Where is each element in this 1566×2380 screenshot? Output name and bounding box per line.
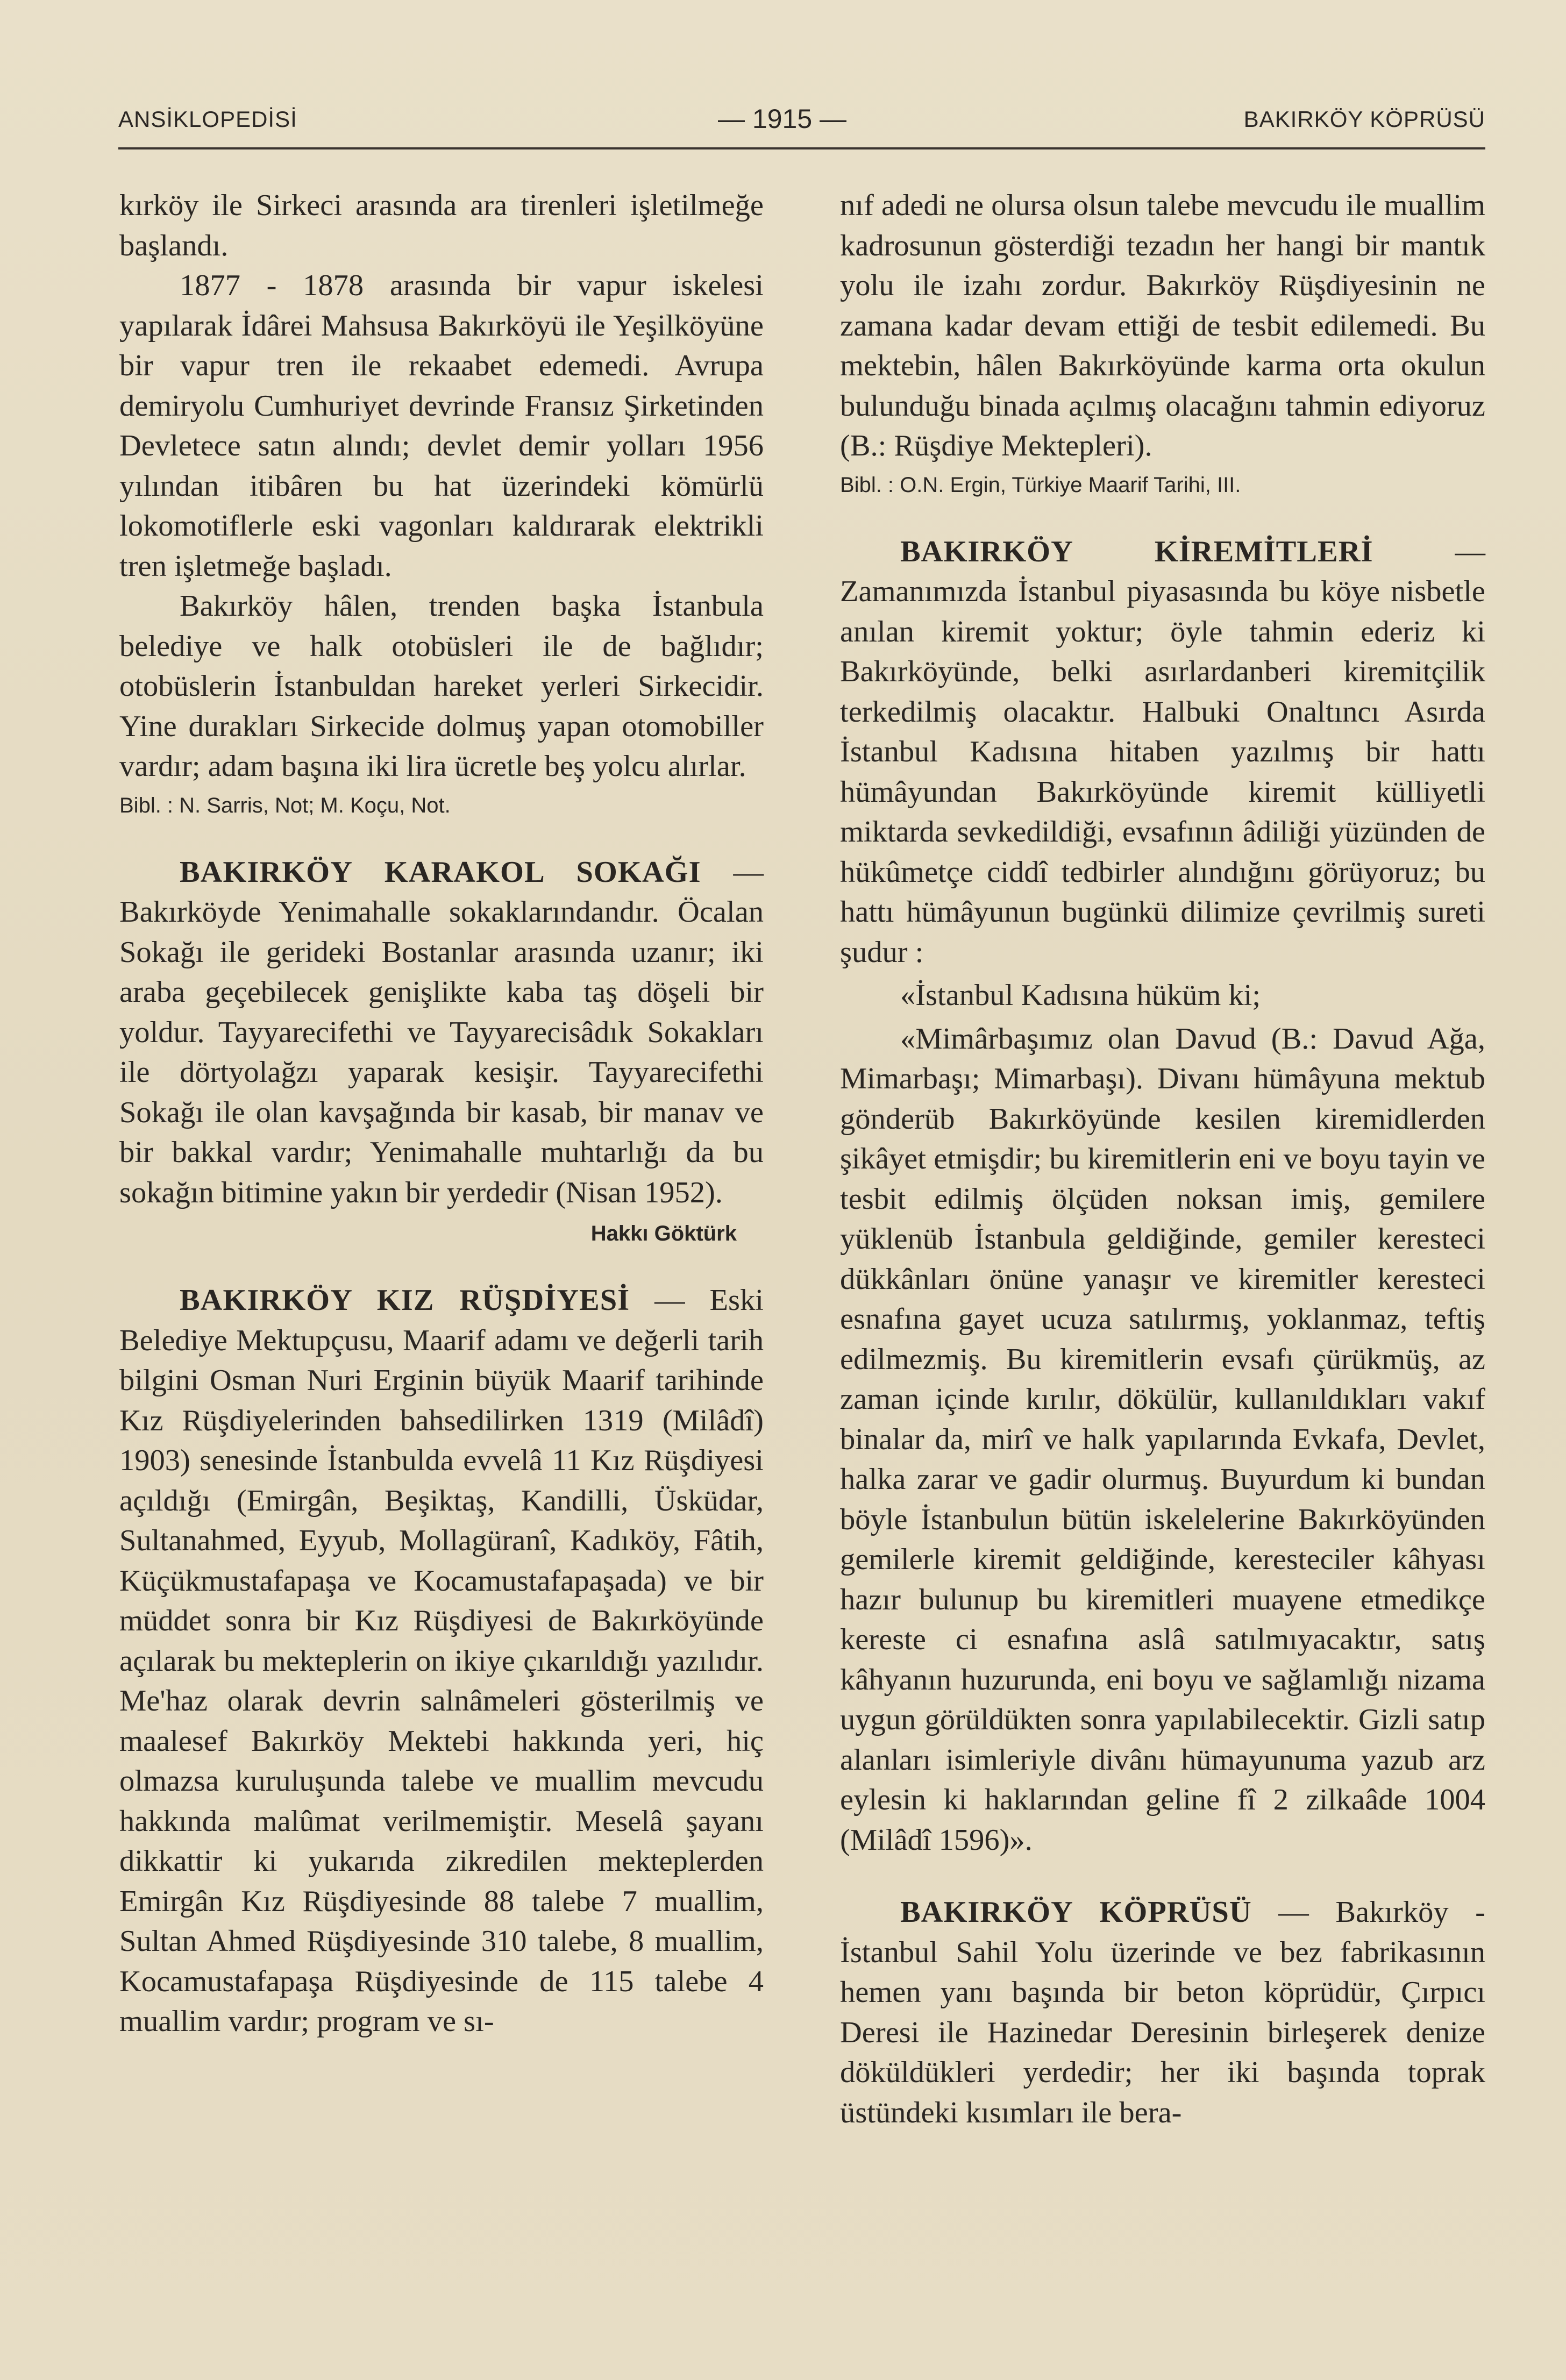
paragraph-bus-connections: Bakırköy hâlen, trenden başka İstanbula belediye ve halk otobüsleri ile de bağlıdır; otobüslerin İstanbuldan hareket yerleri Sirkecidir. Yine durakları Sirkecide dolmuş yapan otomobiller vardır; adam başına iki lira ücretle beş yolcu alırlar. <box>119 589 764 783</box>
header-running-title: BAKIRKÖY KÖPRÜSÜ <box>1243 106 1485 132</box>
page-header <box>118 102 1485 145</box>
header-publication-name: ANSİKLOPEDİSİ <box>118 106 297 132</box>
right-column <box>840 186 1485 2133</box>
entry-title: BAKIRKÖY KIZ RÜŞDİYESİ <box>180 1284 630 1317</box>
left-column <box>119 186 764 2042</box>
paragraph-continuation: nıf adedi ne olursa olsun talebe mevcudu ile muallim kadrosunun gösterdiği tezadın her hangi bir mantık yolu ile izahı zordur. Bakırköy Rüşdiyesinin ne zamana kadar devam ettiği de tesbit edilemedi. Bu mektebin, hâlen Bakırköyünde karma orta okulun bulunduğu binada açılmış olacağını tahmin ediyoruz (B.: Rüşdiye Mektepleri). <box>840 189 1485 462</box>
entry-text: — Eski Belediye Mektupçusu, Maarif adamı ve değerli tarih bilgini Osman Nuri Erginin büyük Maarif tarihinde Kız Rüşdiyelerinden bahsedilirken 1319 (Milâdî) 1903) senesinde İstanbulda evvelâ 11 Kız Rüşdiyesi açıldığı (Emirgân, Beşiktaş, Kandilli, Üsküdar, Sultanahmed, Eyyub, Mollagüranî, Kadıköy, Fâtih, Küçükmustafapaşa ve Kocamustafapaşada) ve bir müddet sonra bir Kız Rüşdiyesi de Bakırköyünde açılarak bu mekteplerin on ikiye çıkarıldığı yazılıdır. Me'haz olarak devrin salnâmeleri gösterilmiş ve maalesef Bakırköy Mektebi hakkında yeri, hiç olmazsa kuruluşunda talebe ve muallim mevcudu hakkında malûmat verilmemiştir. Meselâ şayanı dikkattir ki yukarıda zikredilen mekteplerden Emirgân Kız Rüşdiyesinde 88 talebe 7 muallim, Sultan Ahmed Rüşdiyesinde 310 talebe, 8 muallim, Kocamustafapaşa Rüşdiyesinde de 115 talebe 4 muallim vardır; program ve sı- <box>119 1284 764 2038</box>
entry-text: — Zamanımızda İstanbul piyasasında bu köye nisbetle anılan kiremit yoktur; öyle tahmin ederiz ki Bakırköyünde, belki asırlardanberi kiremitçilik terkedilmiş olacaktır. Halbuki Onaltıncı Asırda İstanbul Kadısına hitaben yazılmış bir hattı hümâyundan Bakırköyünde kiremit külliyetli miktarda sevkedildiği, evsafının âdiliği yüzünden de hükûmetçe ciddî tedbirler alındığını görüyoruz; bu hattı hümâyunun bugünkü dilimize çevrilmiş sureti şudur : <box>840 535 1485 969</box>
paragraph-railway-history: 1877 - 1878 arasında bir vapur iskelesi yapılarak İdârei Mahsusa Bakırköyü ile Yeşilköyüne bir vapur tren ile rekaabet edemedi. Avrupa demiryolu Cumhuriyet devrinde Fransız Şirketinden Devletece satın alındı; devlet demir yolları 1956 yılından itibâren bu hat üzerindeki kömürlü lokomotiflerle eski vagonları kaldırarak elektrikli tren işletmeğe başladı. <box>119 269 764 583</box>
quoted-decree-opening: «İstanbul Kadısına hüküm ki; <box>900 979 1261 1012</box>
entry-text: — Bakırköy - İstanbul Sahil Yolu üzerinde ve bez fabrikasının hemen yanı başında bir beton köprüdür, Çırpıcı Deresi ile Hazinedar Deresinin birleşerek denize döküldükleri yerdedir; her iki başında toprak üstündeki kısımları ile bera- <box>840 1896 1485 2129</box>
entry-text: — Bakırköyde Yenimahalle sokaklarındandır. Öcalan Sokağı ile gerideki Bostanlar arasında uzanır; iki araba geçebilecek genişlikte kaba taş döşeli bir yoldur. Tayyarecifethi ve Tayyarecisâdık Sokakları ile dörtyolağzı yaparak kesişir. Tayyarecifethi Sokağı ile olan kavşağında bir kasab, bir manav ve bir bakkal vardır; Yenimahalle muhtarlığı da bu sokağın bitimine yakın bir yerdedir (Nisan 1952). <box>119 855 764 1209</box>
paragraph-continuation: kırköy ile Sirkeci arasında ara tirenleri işletilmeğe başlandı. <box>119 189 764 262</box>
author-signature: Hakkı Göktürk <box>590 1222 737 1245</box>
entry-title: BAKIRKÖY KİREMİTLERİ <box>900 535 1373 568</box>
entry-title: BAKIRKÖY KARAKOL SOKAĞI <box>180 855 701 889</box>
entry-kiremitleri <box>840 532 1485 1861</box>
bibliography-note: Bibl. : O.N. Ergin, Türkiye Maarif Tarihi, III. <box>840 473 1241 497</box>
entry-title: BAKIRKÖY KÖPRÜSÜ <box>900 1896 1252 1929</box>
entry-koprusu <box>840 1892 1485 2133</box>
entry-kiz-rusdiyesi <box>119 1280 764 2042</box>
bibliography-note: Bibl. : N. Sarris, Not; M. Koçu, Not. <box>119 793 451 817</box>
quoted-decree-body: «Mimârbaşımız olan Davud (B.: Davud Ağa, Mimarbaşı; Mimarbaşı). Divanı hümâyuna mektub gönderüb Bakırköyünde kesilen kiremidlerden şikâyet etmişdir; bu kiremitlerin eni ve boyu tayin ve tesbit edilmiş ölçüden noksan imiş, gemilere yüklenüb İstanbula geldiğinde, gemiler keresteci dükkânları önüne yanaşır ve kiremitler keresteci esnafına gayet ucuza satılırmış, yoklanmaz, teftiş edilmezmiş. Bu kiremitlerin evsafı çürükmüş, az zaman içinde kırılır, dökülür, kullanıldıkları vakıf binalar da, mirî ve halk yapılarında Evkafa, Devlet, halka zarar ve gadir olurmuş. Buyurdum ki bundan böyle İstanbulun bütün iskelelerine Bakırköyünden gemilerle kiremit geldiğinde, keresteciler kâhyası hazır bulunup bu kiremitleri muayene etmedikçe kereste ci esnafına aslâ satılmıyacaktır, satış kâhyanın huzurunda, eni boyu ve sağlamlığı nizama uygun görüldükten sonra yapılabilecektir. Gizli satıp alanları isimleriyle divânı hümayunuma yazub arz eylesin ki haklarından geline fî 2 zilkaâde 1004 (Milâdî 1596)». <box>840 1022 1485 1857</box>
page-number: — 1915 — <box>718 104 847 134</box>
entry-karakol-sokagi <box>119 852 764 1249</box>
header-rule <box>118 147 1485 149</box>
